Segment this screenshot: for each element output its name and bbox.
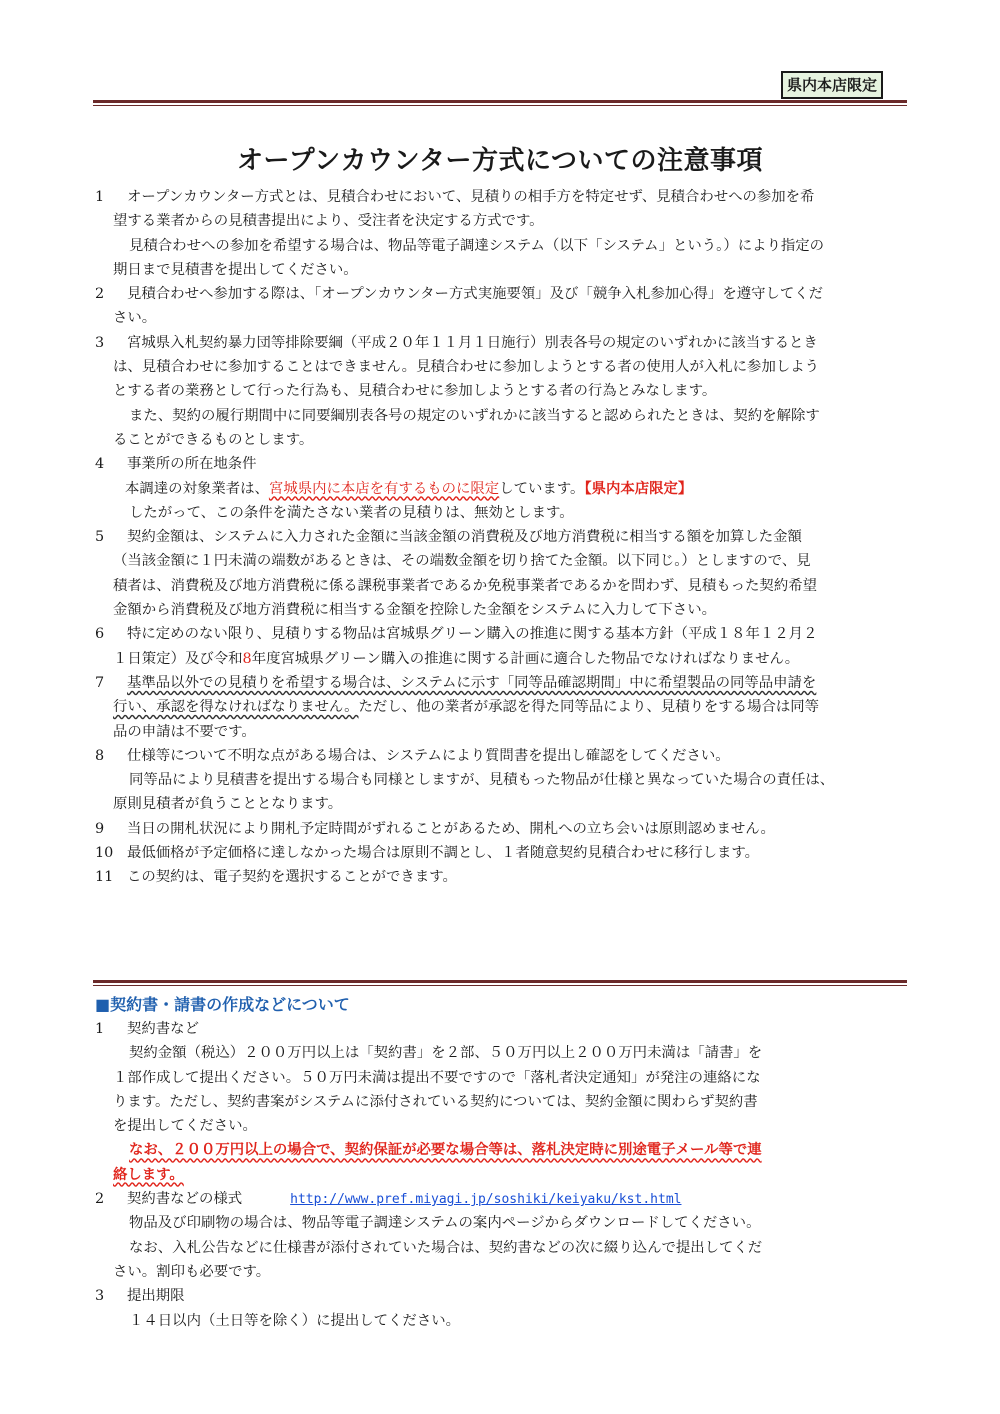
list-item: 2 見積合わせへ参加する際は、「オープンカウンター方式実施要領」及び「競争入札参加心得」を遵守してくだ (95, 286, 824, 303)
list-item: 7 基準品以外での見積りを希望する場合は、システムに示す「同等品確認期間」中に希望製品の同等品申請を (95, 674, 817, 691)
list-item: 10 最低価格が予定価格に達しなかった場合は原則不調とし、１者随意契約見積合わせに移行します。 (95, 845, 760, 862)
list-item: 6 特に定めのない限り、見積りする物品は宮城県グリーン購入の推進に関する基本方針（平成１８年１２月２ (95, 626, 818, 643)
page-title: オープンカウンター方式についての注意事項 (236, 146, 764, 176)
section-title: ■契約書・請書の作成などについて (95, 995, 350, 1014)
list-item: 3 宮城県入札契約暴力団等排除要綱（平成２０年１１月１日施行）別表各号の規定のいずれかに該当するとき (95, 334, 818, 351)
list-item: 5 契約金額は、システムに入力された金額に当該金額の消費税及び地方消費税に相当する額を加算した金額 (95, 529, 802, 546)
list-item: 1 契約書など (95, 1021, 199, 1037)
contract-guarantee-notice: なお、２００万円以上の場合で、契約保証が必要な場合等は、落札決定時に別途電子メール等で連 (129, 1141, 762, 1159)
section-divider (93, 980, 907, 986)
top-divider (93, 100, 907, 106)
list-item: 3 提出期限 (95, 1288, 185, 1305)
headquarters-tag: 【県内本店限定】 (584, 479, 693, 497)
notes-list: 1 オープンカウンター方式とは、見積合わせにおいて、見積りの相手方を特定せず、見積合わせへの参加を希 望する業者からの見積書提出により、受注者を決定する方式です。 見積合わせへの参加を希望する場合は、物品等電子調達システム（以下「システム」という。）により指定の 期日まで見積書を提出してください。 2 見積合わせへ参加する際は、「オープンカウンター方式実施要領」及び「競争入札参加心得」を遵守してくだ さい。 3 宮城県入札契約暴力団等排除要綱（平成２０年１１月１日施行）別表各号の規定のいずれかに該当するとき は、見積合わせに参加することはできません。見積合わせに参加しようとする者の使用人が入札に参加しよう とする者の業務として行った行為も、見積合わせに参加しようとする者の行為とみなします。 また、契約の履行期間中に同要綱別表各号の規定のいずれかに該当すると認められたときは、契約を解除す ることができるものとします。 4 事業所の所在地条件 本調達の対象業者は、宮城県内に本店を有するものに限定しています。【県内本店限定】 したがって、この条件を満たさない業者の見積りは、無効とします。 5 契約金額は、システムに入力された金額に当該金額の消費税及び地方消費税に相当する額を加算した金額 （当該金額に１円未満の端数があるときは、その端数金額を切り捨てた金額。以下同じ。）としますので、見 積者は、消費税及び地方消費税に係る課税事業者であるか免税事業者であるかを問わず、見積もった契約希望 金額から消費税及び地方消費税に相当する金額を控除した金額をシステムに入力して下さい。 6 特に定めのない限り、見積りする物品は宮城県グリーン購入の推進に関する基本方針（平成１８年１２月２ １日策定）及び令和8年度宮城県グリーン購入の推進に関する計画に適合した物品でなければなりません。 7 基準品以外での見積りを希望する場合は、システムに示す「同等品確認期間」中に希望製品の同等品申請を 行い、承認を得なければなりません。ただし、他の業者が承認を得た同等品により、見積りをする場合は同等 品の申請は不要です。 8 仕様等について不明な点がある場合は、システムにより質問書を提出し確認をしてください。 同等品により見積書を提出する場合も同様としますが、見積もった物品が仕様と異なっていた場合の責任は、 原則見積者が負うこととなります。 9 当日の開札状況により開札予定時間がずれることがあるため、開札への立ち会いは原則認めません。 10 最低価格が予定価格に達しなかった場合は原則不調とし、１者随意契約見積合わせに移行します。 11 この契約は、電子契約を選択することができます。 (95, 185, 910, 890)
contract-list: 1 契約書など 契約金額（税込）２００万円以上は「契約書」を２部、５０万円以上２００万円未満は「請書」を １部作成して提出ください。５０万円未満は提出不要ですので「落札者決定通知」が発注の連絡にな ります。ただし、契約書案がシステムに添付されている契約については、契約金額に関わらず契約書 を提出してください。 なお、２００万円以上の場合で、契約保証が必要な場合等は、落札決定時に別途電子メール等で連 絡します。 2 契約書などの様式 http://www.pref.miyagi.jp/soshiki/keiyaku/kst.html 物品及び印刷物の場合は、物品等電子調達システムの案内ページからダウンロードしてください。 なお、入札公告などに仕様書が添付されていた場合は、契約書などの次に綴り込んで提出してくだ さい。割印も必要です。 3 提出期限 １４日以内（土日等を除く）に提出してください。 (95, 1017, 910, 1333)
list-item: 2 契約書などの様式 http://www.pref.miyagi.jp/soshiki/keiyaku/kst.html (95, 1191, 682, 1208)
list-item: 4 事業所の所在地条件 (95, 456, 257, 473)
fiscal-year-number: 8 (242, 650, 252, 667)
list-item: 1 オープンカウンター方式とは、見積合わせにおいて、見積りの相手方を特定せず、見積合わせへの参加を希 (95, 189, 815, 205)
list-item: 8 仕様等について不明な点がある場合は、システムにより質問書を提出し確認をしてください。 (95, 747, 730, 764)
headquarters-requirement-highlight: 宮城県内に本店を有するものに限定 (268, 480, 500, 497)
prefecture-headquarters-badge: 県内本店限定 (781, 71, 883, 99)
list-item: 9 当日の開札状況により開札予定時間がずれることがあるため、開札への立ち会いは原則認めません。 (95, 820, 775, 837)
list-item: 11 この契約は、電子契約を選択することができます。 (95, 869, 457, 886)
forms-link[interactable]: http://www.pref.miyagi.jp/soshiki/keiyaku/kst.html (290, 1192, 682, 1208)
